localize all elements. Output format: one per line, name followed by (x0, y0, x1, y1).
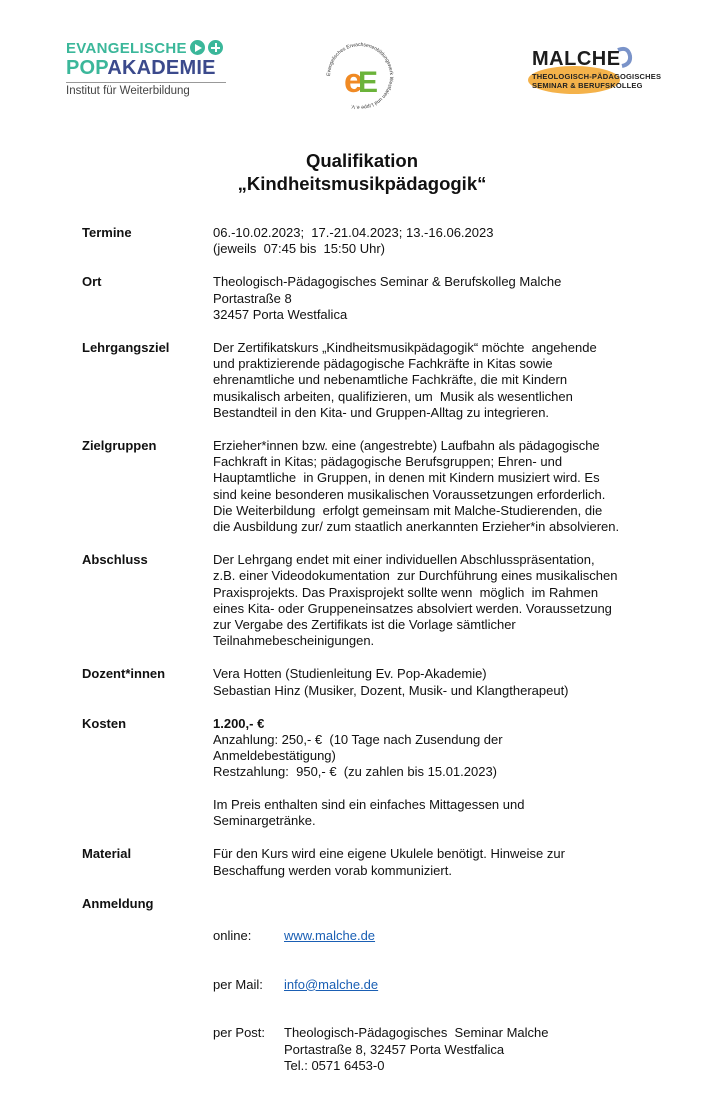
label-anmeldung: Anmeldung (82, 895, 154, 911)
malche-subtitle-1: THEOLOGISCH-PÄDAGOGISCHES (532, 72, 662, 81)
label-dozenten: Dozent*innen (82, 666, 166, 682)
anmeldung-online-label: online: (213, 928, 252, 944)
anmeldung-post-address: Theologisch-Pädagogisches Seminar Malche Portastraße 8, 32457 Porta Westfalica Tel.: 0571 6453-0 (284, 1025, 549, 1073)
value-termine: 06.-10.02.2023; 17.-21.04.2023; 13.-16.06.2023 (jeweils 07:45 bis 15:50 Uhr) (213, 225, 494, 257)
value-lehrgangsziel: Der Zertifikatskurs „Kindheitsmusikpädagogik“ möchte angehende und praktizierende pädagogische Fachkräfte in Kitas sowie ehrenamtliche und nebenamtliche Fachkräfte, die mit Kindern musikalisch arbeiten, qualifizieren, um Musik als wesentlichen Bestandteil in den Kita- und Gruppen-Alltag zu integrieren. (213, 340, 597, 420)
malche-logo (524, 44, 664, 100)
value-material: Für den Kurs wird eine eigene Ukulele benötigt. Hinweise zur Beschaffung werden vorab kommuniziert. (213, 846, 565, 878)
title-line-1: Qualifikation (305, 150, 419, 171)
row-zielgruppen (82, 438, 672, 535)
value-zielgruppen: Erzieher*innen bzw. eine (angestrebte) Laufbahn als pädagogische Fachkraft in Kitas; pädagogische Berufsgruppen; Ehren- und Hauptamtliche in Gruppen, in denen mit Kindern musiziert wird. Es sind keine besonderen musikalischen Voraussetzungen erforderlich. Die Weiterbildung erfolgt gemeinsam mit Malche-Studierenden, die die Ausbildung zur/ zum staatlich anerkannten Erzieher*in absolvieren. (213, 438, 620, 535)
popakademie-pop: POP (66, 57, 108, 79)
anmeldung-mail (213, 977, 672, 993)
label-material: Material (82, 846, 132, 862)
anmeldung-online (213, 928, 672, 944)
label-ort: Ort (82, 274, 102, 290)
popakademie-logo-line3: Institut für Weiterbildung (66, 85, 190, 97)
value-kosten (213, 716, 672, 829)
popakademie-akademie: AKADEMIE (107, 57, 216, 79)
value-abschluss: Der Lehrgang endet mit einer individuellen Abschlusspräsentation, z.B. einer Videodokumentation zur Durchführung eines musikalischen Praxisprojekts. Das Praxisprojekt sollte wenn möglich im Rahmen eines Kita- oder Gruppeneinsatzes absolviert werden. Voraussetzung zur Vergabe des Zertifikats ist die Vorlage sämtlicher Teilnahmebescheinigungen. (213, 552, 618, 649)
label-abschluss: Abschluss (82, 552, 148, 568)
popakademie-logo (66, 40, 236, 102)
plus-icon (208, 40, 223, 55)
label-kosten: Kosten (82, 715, 127, 731)
email-link[interactable]: info@malche.de (284, 976, 379, 992)
ee-seal-ring-text: Evangelisches Erwachsenenbildungswerk Westfalen und Lippe e.V. (325, 41, 395, 111)
ee-seal-icon (322, 38, 398, 114)
anmeldung-post-label: per Post: (213, 1025, 266, 1041)
popakademie-logo-line2 (66, 57, 216, 80)
row-termine (82, 225, 672, 257)
popakademie-divider (66, 82, 226, 83)
anmeldung-mail-label: per Mail: (213, 976, 263, 992)
label-lehrgangsziel: Lehrgangsziel (82, 340, 170, 356)
row-lehrgangsziel (82, 340, 672, 421)
row-anmeldung (82, 896, 672, 1106)
kosten-price: 1.200,- € (213, 715, 265, 731)
label-termine: Termine (82, 225, 132, 240)
value-dozenten: Vera Hotten (Studienleitung Ev. Pop-Akademie) Sebastian Hinz (Musiker, Dozent, Musik- und Klangtherapeut) (213, 666, 569, 698)
svg-text:e: e (344, 62, 363, 100)
anmeldung-post (213, 1025, 672, 1074)
value-anmeldung (213, 896, 672, 1106)
popakademie-icons (190, 40, 223, 55)
header-logos (0, 0, 724, 120)
course-details (82, 225, 672, 1106)
row-dozenten (82, 666, 672, 698)
malche-subtitle-2: SEMINAR & BERUFSKOLLEG (532, 81, 643, 90)
row-material (82, 846, 672, 878)
play-icon (190, 40, 205, 55)
title-line-2: „Kindheitsmusikpädagogik“ (237, 173, 487, 194)
malche-name: MALCHE (532, 48, 621, 70)
row-kosten (82, 716, 672, 829)
row-ort (82, 274, 672, 323)
kosten-details: Anzahlung: 250,- € (10 Tage nach Zusendung der Anmeldebestätigung) Restzahlung: 950,- € (zu zahlen bis 15.01.2023) Im Preis enthalten sind ein einfaches Mittagessen und Seminargetränke. (213, 732, 525, 829)
popakademie-logo-line1: EVANGELISCHE (66, 40, 187, 57)
value-ort: Theologisch-Pädagogisches Seminar & Berufskolleg Malche Portastraße 8 32457 Porta Westfalica (213, 274, 562, 322)
row-abschluss (82, 552, 672, 649)
label-zielgruppen: Zielgruppen (82, 438, 157, 454)
website-link[interactable]: www.malche.de (284, 928, 376, 944)
page-title (0, 149, 724, 195)
svg-text:E: E (358, 66, 379, 99)
